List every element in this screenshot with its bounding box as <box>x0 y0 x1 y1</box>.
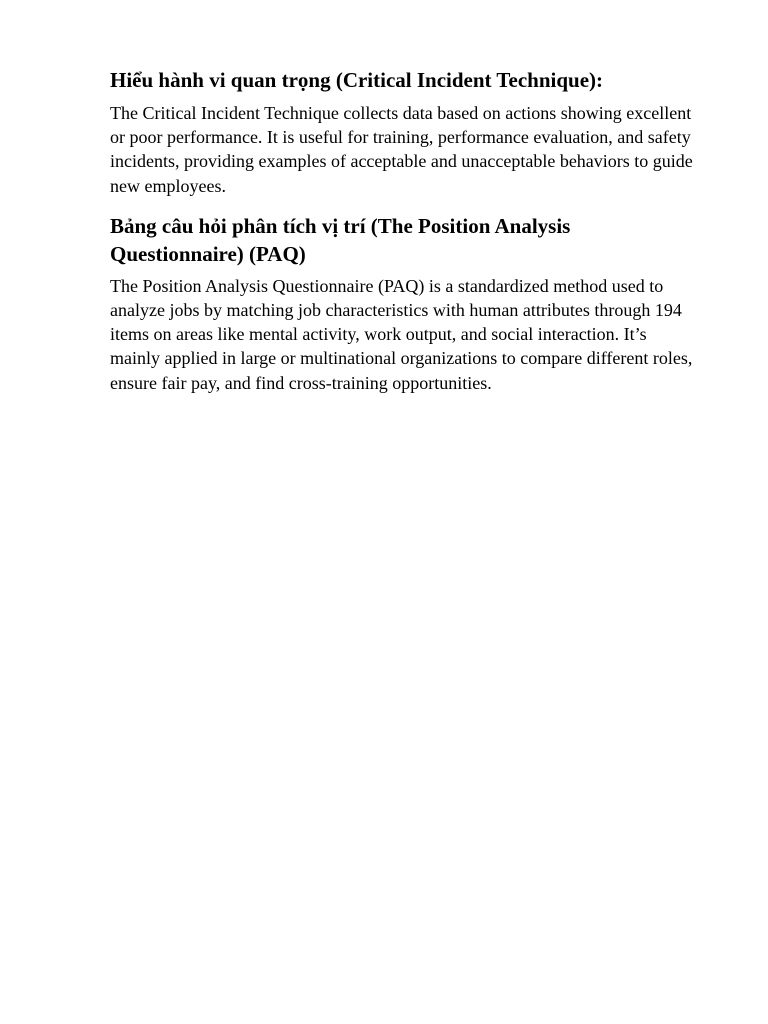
section-body-critical-incident: The Critical Incident Technique collects data based on actions showing excellent or poor performance. It is useful for training, performance evaluation, and safety incidents, providing examples of acceptable and unacceptable behaviors to guide new employees. <box>110 103 693 196</box>
section-heading-critical-incident: Hiểu hành vi quan trọng (Critical Incident Technique): <box>110 68 603 92</box>
document-page <box>110 66 700 395</box>
section-heading-paq: Bảng câu hỏi phân tích vị trí (The Position Analysis Questionnaire) (PAQ) <box>110 213 571 266</box>
section-body-paq: The Position Analysis Questionnaire (PAQ) is a standardized method used to analyze jobs by matching job characteristics with human attributes through 194 items on areas like mental activity, work output, and social interaction. It’s mainly applied in large or multinational organizations to compare different roles, ensure fair pay, and find cross-training opportunities. <box>110 275 693 393</box>
